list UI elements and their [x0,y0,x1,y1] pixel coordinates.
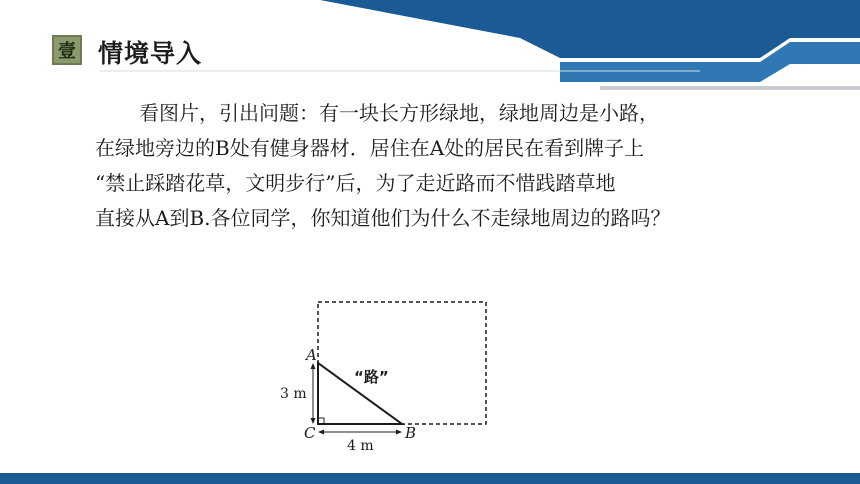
section-title: 情境导入 [98,39,203,68]
bottom-accent-bar [0,473,860,484]
paragraph-line: 直接从A到B.各位同学，你知道他们为什么不走绿地周边的路吗？ [95,206,671,230]
point-a-label: A [306,346,317,364]
point-c-label: C [304,424,316,442]
banner-light-band [560,42,860,82]
width-label: 4 m [347,438,374,454]
section-number-badge: 壹 [52,35,82,65]
width-arrow-head-right [396,430,402,435]
banner-dark-band [320,0,860,58]
paragraph-line: “禁止踩踏花草，文明步行”后，为了走近路而不惜践踏草地 [95,171,616,195]
lawn-rectangle [318,302,486,424]
lawn-diagram [272,294,502,464]
path-label: “路” [354,368,389,386]
paragraph-line: 在绿地旁边的B处有健身器材．居住在A处的居民在看到牌子上 [95,136,645,160]
paragraph-line: 看图片，引出问题：有一块长方形绿地，绿地周边是小路， [139,101,659,125]
banner-grey-stripe [600,86,860,90]
width-arrow-head-left [318,430,324,435]
point-b-label: B [405,424,417,442]
height-label: 3 m [280,386,307,402]
question-paragraph [95,96,795,236]
